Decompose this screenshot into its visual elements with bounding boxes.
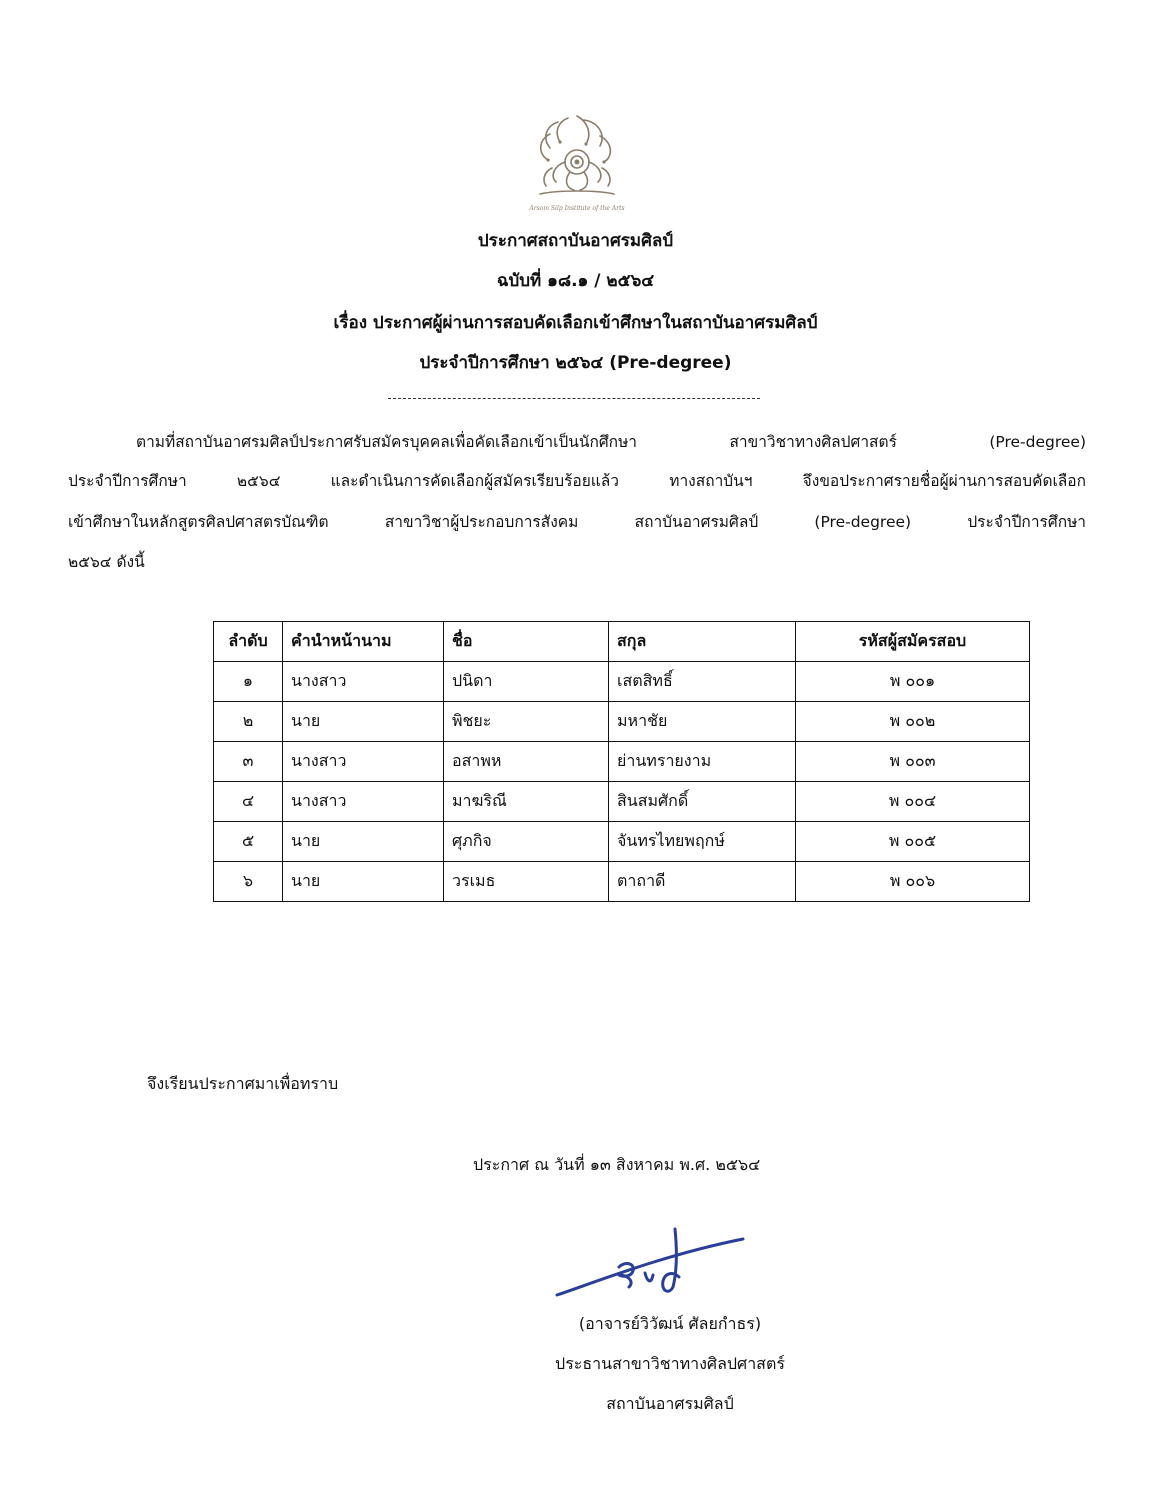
cell-name: วรเมธ: [444, 862, 609, 902]
cell-code: พ ๐๐๓: [796, 742, 1030, 782]
cell-surname: เสตสิทธิ์: [609, 662, 796, 702]
body-line-3: เข้าศึกษาในหลักสูตรศิลปศาสตรบัณฑิต สาขาวิชาผู้ประกอบการสังคม สถาบันอาศรมศิลป์ (Pre-degree) ประจำปีการศึกษา: [68, 513, 1086, 531]
cell-name: ศุภกิจ: [444, 822, 609, 862]
cell-name: ปนิดา: [444, 662, 609, 702]
handwritten-signature-icon: [553, 1225, 749, 1300]
cell-no: ๕: [214, 822, 283, 862]
header-title: คำนำหน้านาม: [283, 622, 444, 662]
header-name: ชื่อ: [444, 622, 609, 662]
announcement-number: ฉบับที่ ๑๘.๑ / ๒๕๖๔: [496, 271, 655, 291]
results-table: [213, 621, 1030, 902]
cell-title: นางสาว: [283, 782, 444, 822]
closing-text: จึงเรียนประกาศมาเพื่อทราบ: [147, 1074, 339, 1093]
signatory-position: ประธานสาขาวิชาทางศิลปศาสตร์: [555, 1354, 785, 1373]
table-header-row: [214, 622, 1030, 662]
cell-title: นางสาว: [283, 662, 444, 702]
table-row: [214, 742, 1030, 782]
logo-caption: Arsom Silp Institute of the Arts: [529, 205, 625, 212]
cell-title: นาย: [283, 862, 444, 902]
body-line-4: ๒๕๖๔ ดังนี้: [68, 553, 145, 571]
cell-title: นาย: [283, 822, 444, 862]
table-row: [214, 822, 1030, 862]
cell-no: ๒: [214, 702, 283, 742]
table-row: [214, 702, 1030, 742]
cell-code: พ ๐๐๖: [796, 862, 1030, 902]
cell-no: ๓: [214, 742, 283, 782]
table-row: [214, 782, 1030, 822]
announcement-title: ประกาศสถาบันอาศรมศิลป์: [477, 231, 674, 251]
divider: [388, 398, 760, 399]
announcement-subject: เรื่อง ประกาศผู้ผ่านการสอบคัดเลือกเข้าศึกษาในสถาบันอาศรมศิลป์: [333, 313, 818, 333]
header-surname: สกุล: [609, 622, 796, 662]
cell-name: พิชยะ: [444, 702, 609, 742]
cell-name: อสาพห: [444, 742, 609, 782]
cell-surname: มหาชัย: [609, 702, 796, 742]
cell-surname: ตาถาดี: [609, 862, 796, 902]
table-row: [214, 862, 1030, 902]
header-no: ลำดับ: [214, 622, 283, 662]
table-row: [214, 662, 1030, 702]
cell-no: ๖: [214, 862, 283, 902]
cell-code: พ ๐๐๒: [796, 702, 1030, 742]
body-line-1: ตามที่สถาบันอาศรมศิลป์ประกาศรับสมัครบุคคลเพื่อคัดเลือกเข้าเป็นนักศึกษา สาขาวิชาทางศิลปศาสตร์ (Pre-degree): [136, 433, 1086, 451]
cell-title: นาย: [283, 702, 444, 742]
announcement-date: ประกาศ ณ วันที่ ๑๓ สิงหาคม พ.ศ. ๒๕๖๔: [473, 1155, 761, 1174]
cell-surname: จันทรไทยพฤกษ์: [609, 822, 796, 862]
cell-code: พ ๐๐๔: [796, 782, 1030, 822]
academic-year: ประจำปีการศึกษา ๒๕๖๔ (Pre-degree): [419, 353, 732, 373]
cell-no: ๔: [214, 782, 283, 822]
body-line-2: ประจำปีการศึกษา ๒๕๖๔ และดำเนินการคัดเลือกผู้สมัครเรียบร้อยแล้ว ทางสถาบันฯ จึงขอประกาศรายชื่อผู้ผ่านการสอบคัดเลือก: [68, 472, 1086, 490]
signatory-name: (อาจารย์วิวัฒน์ ศัลยกำธร): [578, 1314, 762, 1333]
cell-code: พ ๐๐๑: [796, 662, 1030, 702]
institute-logo-icon: [528, 108, 626, 216]
cell-title: นางสาว: [283, 742, 444, 782]
cell-name: มาฆริณี: [444, 782, 609, 822]
cell-code: พ ๐๐๕: [796, 822, 1030, 862]
cell-no: ๑: [214, 662, 283, 702]
header-code: รหัสผู้สมัครสอบ: [796, 622, 1030, 662]
signatory-institution: สถาบันอาศรมศิลป์: [606, 1394, 734, 1413]
cell-surname: ย่านทรายงาม: [609, 742, 796, 782]
cell-surname: สินสมศักดิ์: [609, 782, 796, 822]
